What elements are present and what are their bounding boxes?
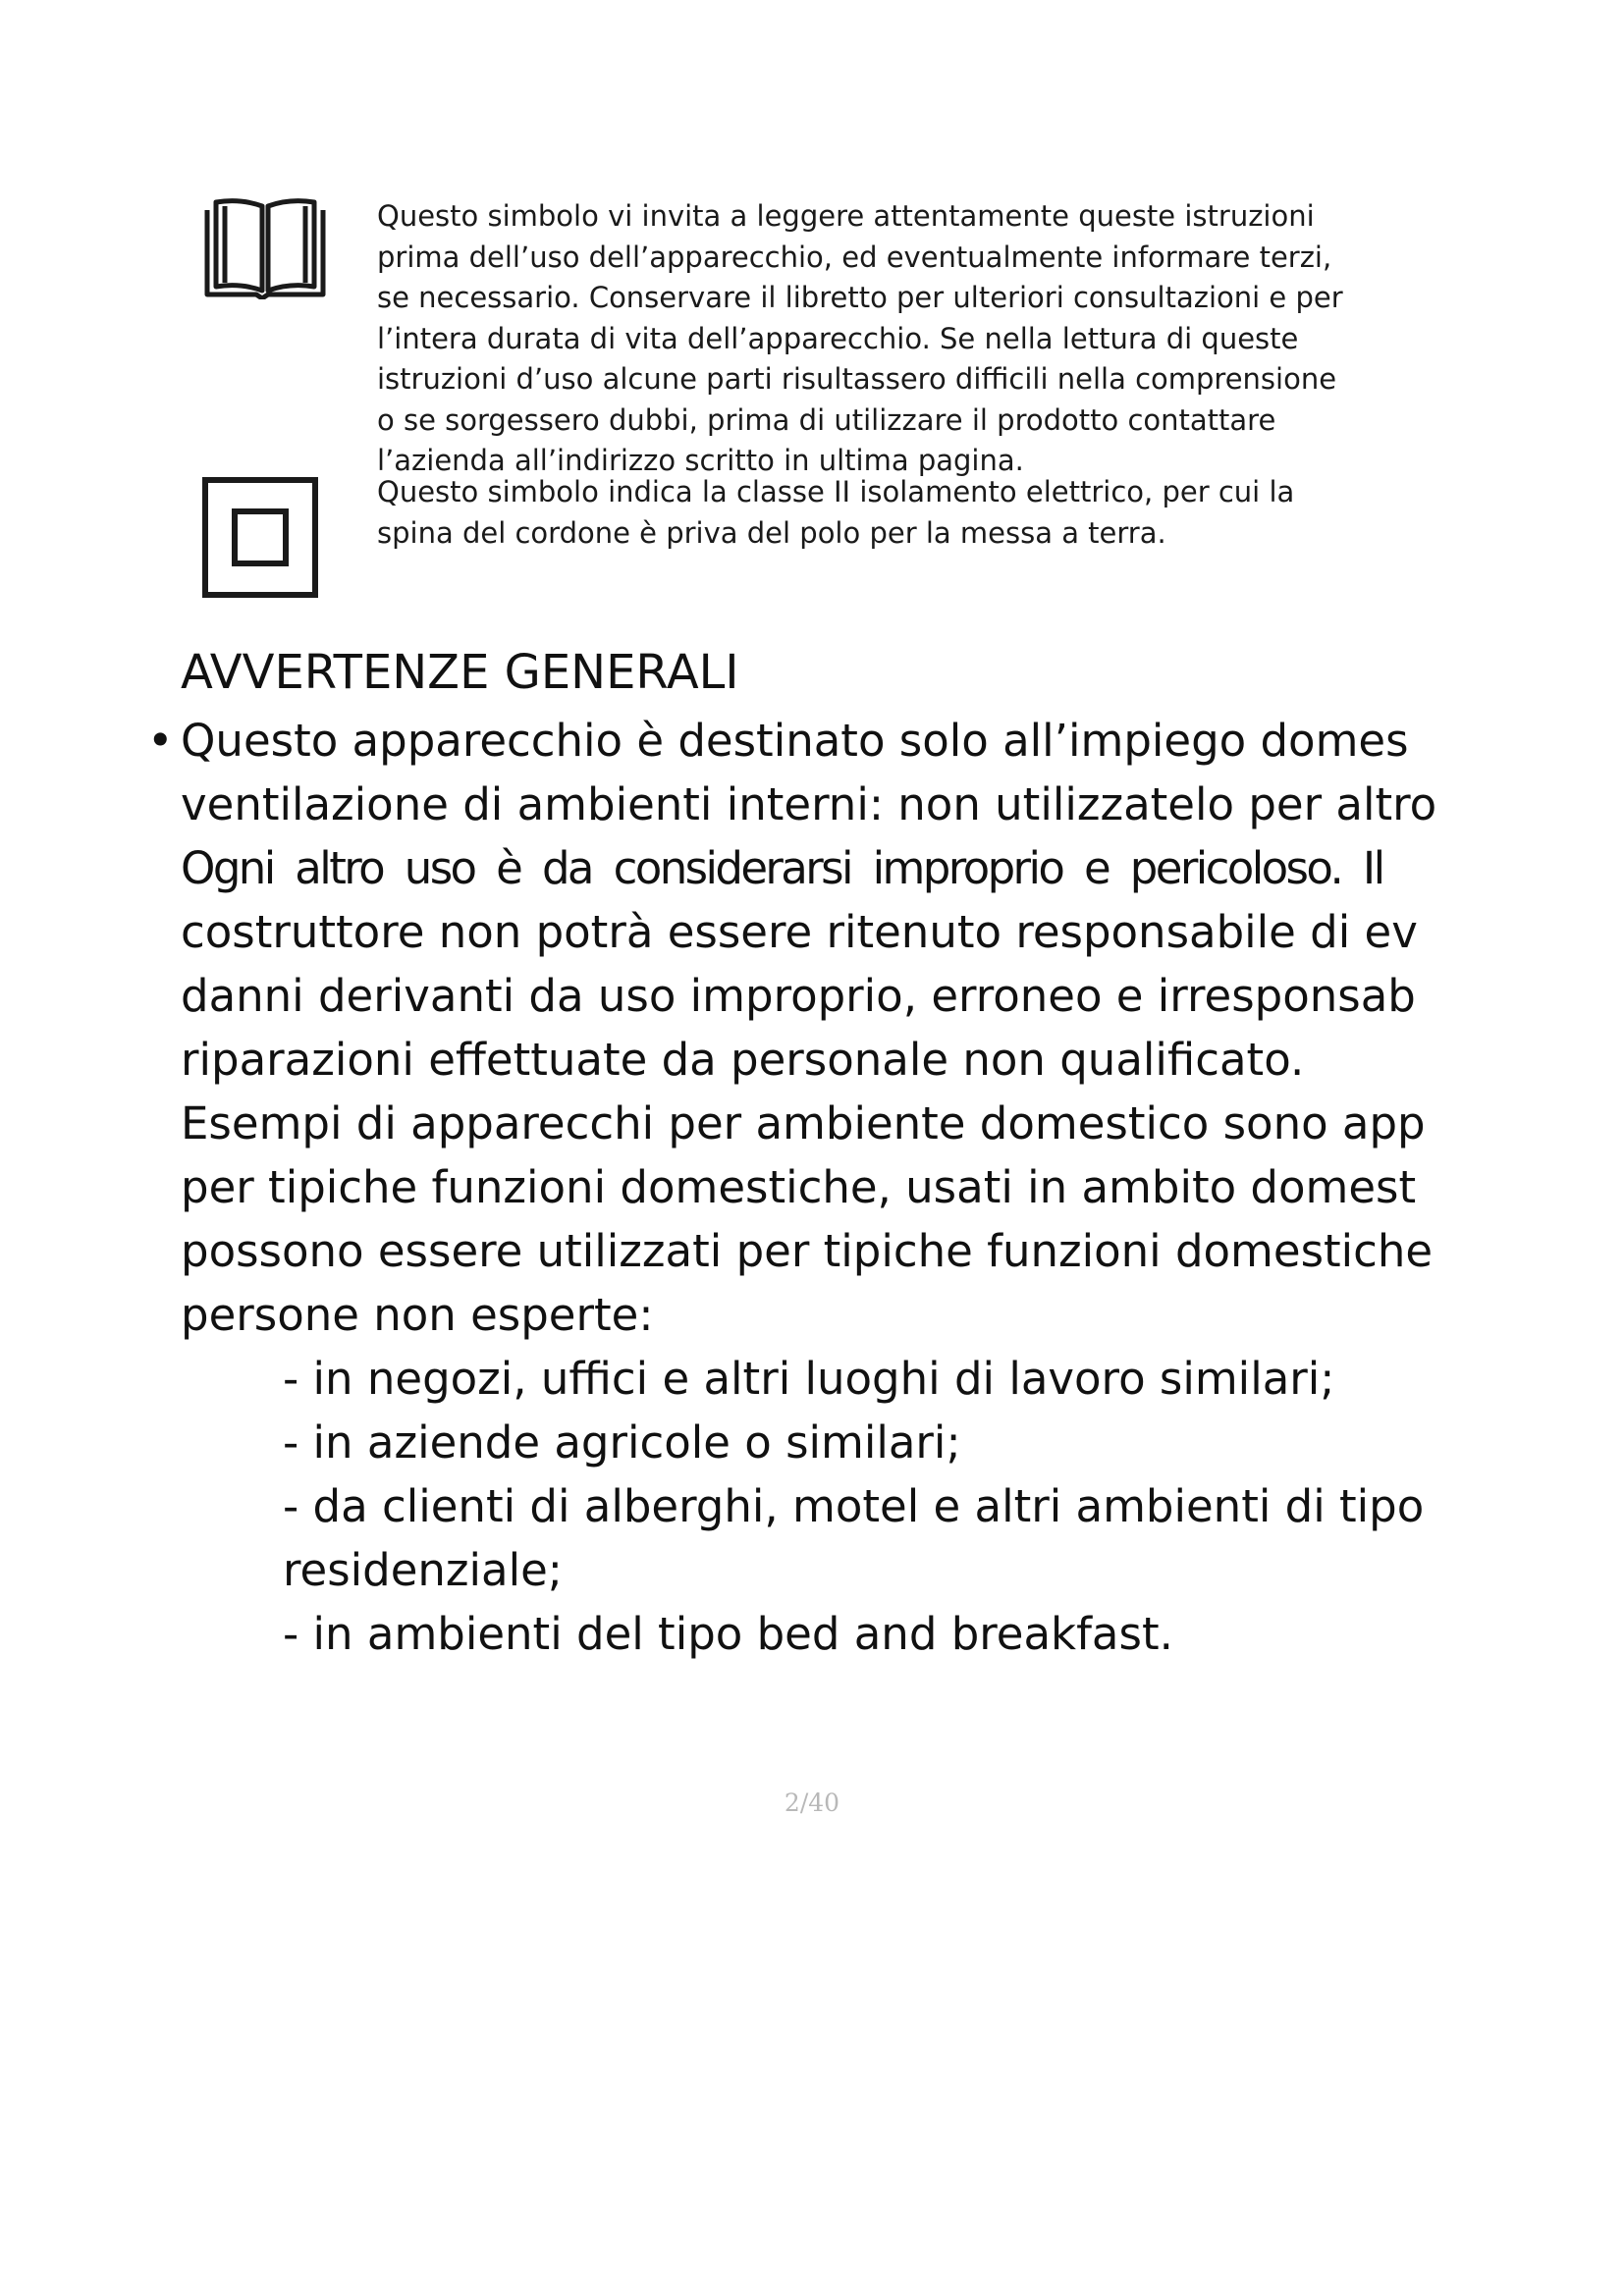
text-line: Questo simbolo vi invita a leggere attentamente queste istruzioni	[377, 199, 1315, 233]
paragraph-line	[0, 1283, 1593, 1347]
list-item	[0, 1474, 1593, 1538]
paragraph-line	[0, 709, 1593, 773]
double-square-class-ii-icon	[201, 476, 319, 599]
page-number: 2/40	[784, 1789, 840, 1817]
text-line: l’azienda all’indirizzo scritto in ultima pagina.	[377, 444, 1024, 477]
text-line: prima dell’uso dell’apparecchio, ed eventualmente informare terzi,	[377, 240, 1332, 274]
line-text: riparazioni effettuate da personale non qualificato.	[181, 1034, 1305, 1086]
paragraph-line	[0, 1155, 1593, 1219]
list-item	[0, 1347, 1593, 1411]
paragraph-line	[0, 1028, 1593, 1092]
list-item-text: - in negozi, uffici e altri luoghi di lavoro similari;	[283, 1353, 1335, 1405]
line-text: persone non esperte:	[181, 1289, 654, 1341]
section-title: AVVERTENZE GENERALI	[181, 645, 739, 700]
list-item	[0, 1411, 1593, 1474]
list-item-text: - in aziende agricole o similari;	[283, 1416, 961, 1468]
text-line: spina del cordone è priva del polo per la messa a terra.	[377, 515, 1166, 550]
open-book-icon	[201, 196, 329, 299]
line-text: danni derivanti da uso improprio, erroneo e irresponsab	[181, 970, 1416, 1022]
symbol-book-description	[377, 196, 1487, 482]
warnings-body	[0, 709, 1593, 1666]
paragraph-line	[0, 1219, 1593, 1283]
line-text: possono essere utilizzati per tipiche funzioni domestiche	[181, 1225, 1434, 1277]
line-text: per tipiche funzioni domestiche, usati in ambito domest	[181, 1161, 1417, 1213]
paragraph-line	[0, 1092, 1593, 1155]
paragraph-line	[0, 773, 1593, 836]
line-text: ventilazione di ambienti interni: non utilizzatelo per altro	[181, 778, 1437, 830]
paragraph-line	[0, 836, 1593, 900]
list-item-text: - da clienti di alberghi, motel e altri ambienti di tipo	[283, 1480, 1425, 1532]
text-line: o se sorgessero dubbi, prima di utilizzare il prodotto contattare	[377, 402, 1276, 437]
text-line: l’intera durata di vita dell’apparecchio. Se nella lettura di queste	[377, 321, 1299, 355]
paragraph-line	[0, 900, 1593, 964]
list-item	[0, 1538, 1593, 1602]
line-text: Esempi di apparecchi per ambiente domestico sono app	[181, 1097, 1426, 1149]
list-item	[0, 1602, 1593, 1666]
paragraph-line	[0, 964, 1593, 1028]
text-line: se necessario. Conservare il libretto per ulteriori consultazioni e per	[377, 281, 1343, 314]
list-item-text: - in ambienti del tipo bed and breakfast.	[283, 1608, 1173, 1660]
line-text: Questo apparecchio è destinato solo all’impiego domes	[181, 715, 1409, 767]
text-line: Questo simbolo indica la classe II isolamento elettrico, per cui la	[377, 475, 1295, 508]
list-item-text: residenziale;	[283, 1544, 563, 1596]
text-line: istruzioni d’uso alcune parti risultassero difficili nella comprensione	[377, 362, 1337, 396]
line-text: costruttore non potrà essere ritenuto responsabile di ev	[181, 906, 1418, 958]
bullet-icon: •	[147, 715, 174, 767]
symbol-class2-description	[377, 472, 1487, 554]
line-text: Ogni altro uso è da considerarsi improprio e pericoloso. Il	[181, 842, 1383, 894]
